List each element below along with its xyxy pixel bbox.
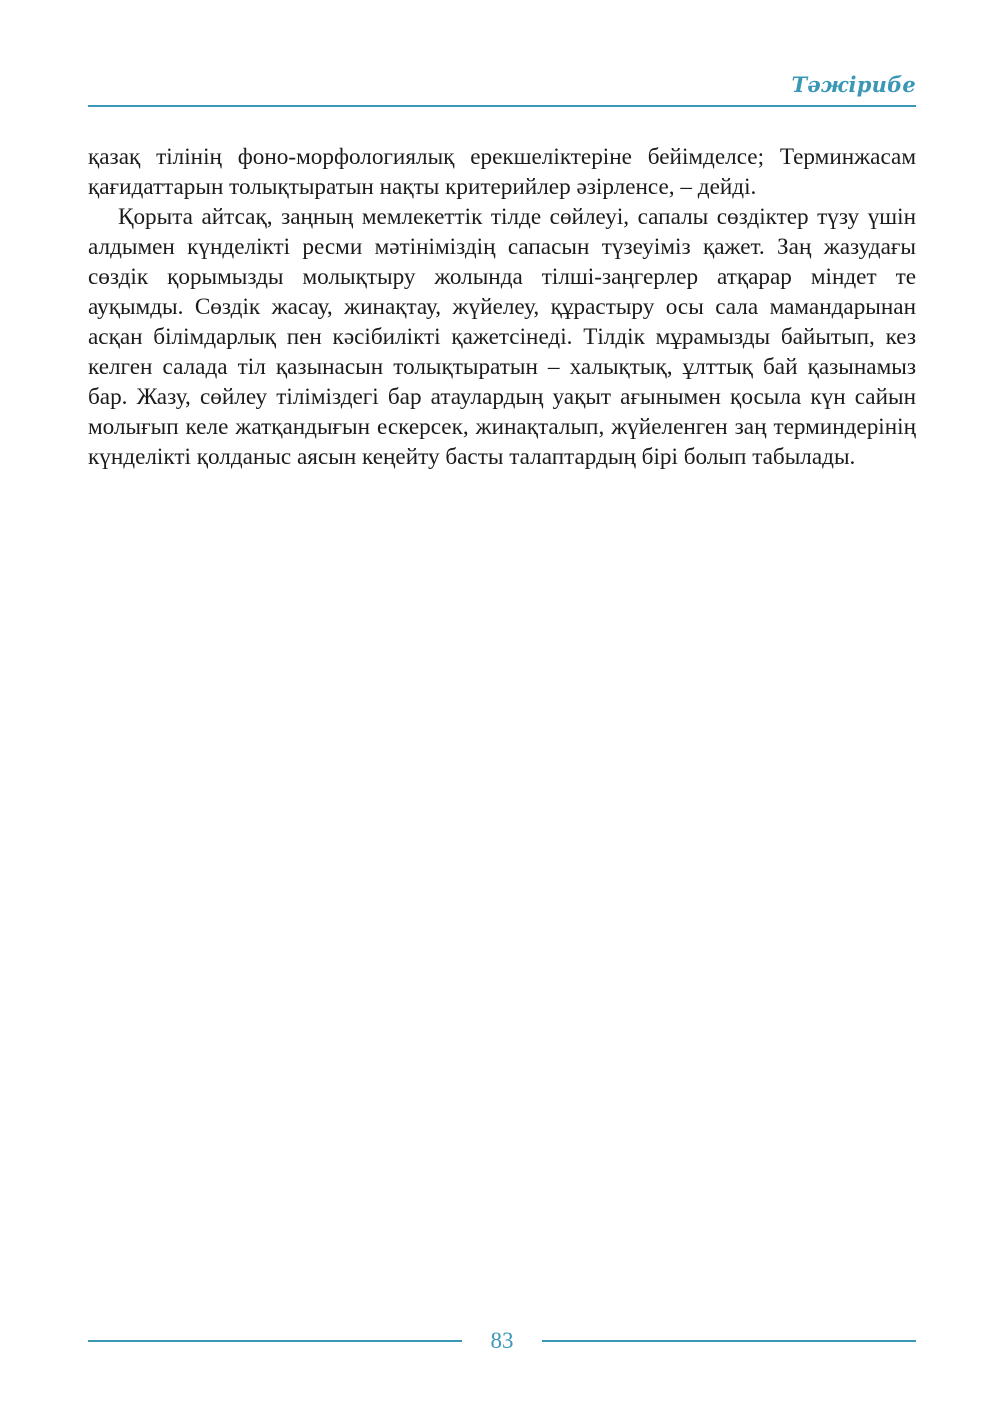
paragraph-continuation: қазақ тілінің фоно-морфологиялық ерекшеліктеріне бейімделсе; Терминжасам қағидаттарын толықтыратын нақты критерийлер әзірленсе, – дейді.: [88, 144, 916, 200]
running-header-title: Тәжірибе: [791, 72, 916, 97]
paragraph-conclusion: Қорыта айтсақ, заңның мемлекеттік тілде сөйлеуі, сапалы сөздіктер түзу үшін алдымен күнделікті ресми мәтініміздің сапасын түзеуіміз қажет. Заң жазудағы сөздік қорымызды молықтыру жолында тілші-заңгерлер атқарар міндет те ауқымды. Сөздік жасау, жинақтау, жүйелеу, құрастыру осы сала мамандарынан асқан білімдарлық пен кәсібилікті қажетсінеді. Тілдік мұрамызды байытып, кез келген салада тіл қазынасын толықтыратын – халықтық, ұлттық бай қазынамыз бар. Жазу, сөйлеу тіліміздегі бар атаулардың уақыт ағынымен қосыла күн сайын молығып келе жатқандығын ескерсек, жинақталып, жүйеленген заң терминдерінің күнделікті қолданыс аясын кеңейту басты талаптардың бірі болып табылады.: [88, 204, 916, 470]
footer-divider-left: [88, 1340, 462, 1342]
header-divider: [88, 105, 916, 107]
body-text: [88, 142, 916, 472]
page-number: 83: [490, 1328, 514, 1353]
footer-divider-right: [542, 1340, 916, 1342]
